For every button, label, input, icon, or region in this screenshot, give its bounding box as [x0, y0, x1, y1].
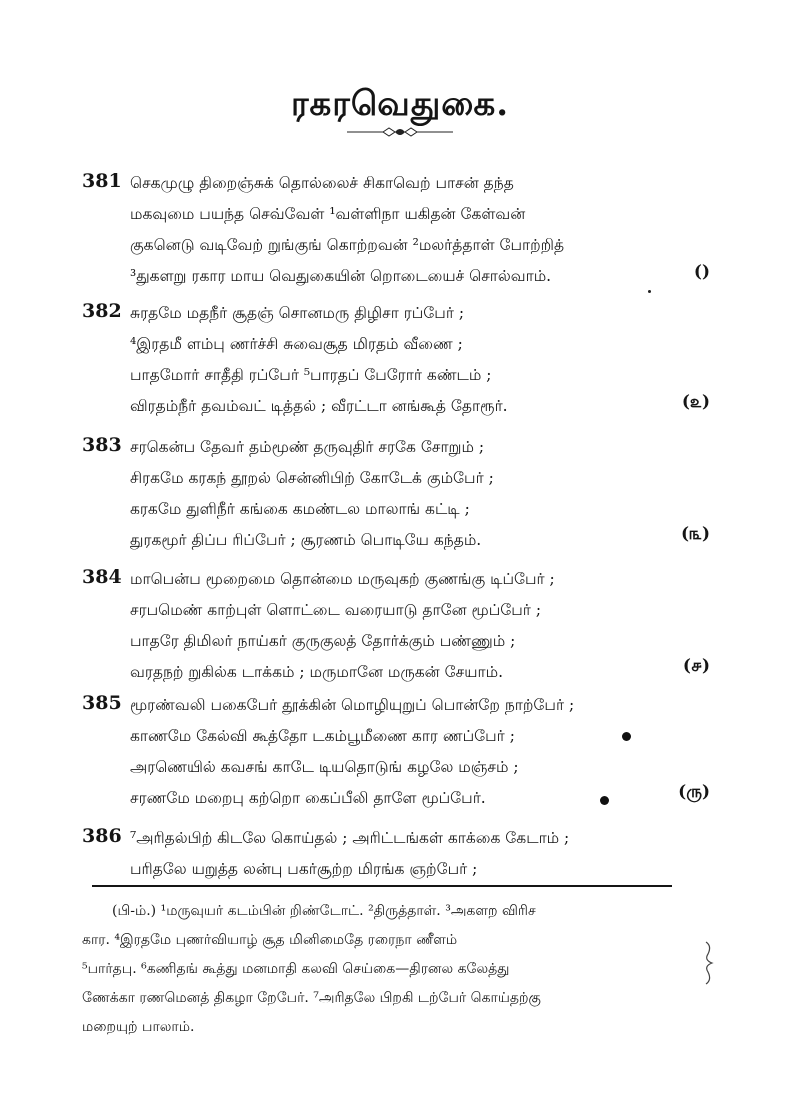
verse-number: 382 — [82, 300, 122, 322]
footnote-line: மறையுற் பாலாம். — [82, 1019, 195, 1035]
footnote-line: ⁵பார்தபு. ⁶கணிதங் கூத்து மனமாதி கலவி செய்கை—திரனல கலேத்து — [82, 961, 510, 977]
verse-line: சரபமெண் காற்புள் ளொட்டை வரையாடு தானே மூப்பேர் ; — [130, 601, 542, 619]
verse-line: மூரண்வலி பகைபேர் தூக்கின் மொழியுறுப் பொன்றே நாற்பேர் ; — [130, 696, 575, 714]
ornament-divider — [345, 125, 455, 139]
ink-speck — [600, 796, 609, 805]
margin-brace-mark — [702, 940, 716, 986]
verse-lines — [130, 298, 710, 422]
verse-line: துரகமூர் திப்ப ரிப்பேர் ; சூரணம் பொடியே கந்தம். — [130, 531, 482, 549]
verse-line: கரகமே துளிநீர் கங்கை கமண்டல மாலாங் கட்டி ; — [130, 500, 470, 518]
footnote-rule — [92, 885, 672, 887]
verse-marker: (ரு) — [678, 782, 710, 802]
verse-line: சரணமே மறைபு கற்றொ கைப்பீலி தாளே மூப்பேர். — [130, 789, 486, 807]
verse-lines — [130, 690, 710, 814]
verse-number: 386 — [82, 825, 122, 847]
verse-line: ⁷அரிதல்பிற் கிடலே கொய்தல் ; அரிட்டங்கள் காக்கை கேடாம் ; — [130, 829, 570, 847]
verse-number: 384 — [82, 566, 122, 588]
verse-number: 383 — [82, 434, 122, 456]
verse-line: அரணெயில் கவசங் காடே டியதொடுங் கழலே மஞ்சம் ; — [130, 758, 519, 776]
verse-number: 381 — [82, 170, 122, 192]
ink-speck — [622, 732, 631, 741]
verse-line: செகமுழு திறைஞ்சுக் தொல்லைச் சிகாவெற் பாசன் தந்த — [130, 174, 514, 192]
verse-line: மகவுமை பயந்த செவ்வேள் ¹வள்ளிநா யகிதன் கேள்வன் — [130, 205, 526, 223]
verse-line: மாபென்ப மூறைமை தொன்மை மருவுகற் குணங்கு டிப்பேர் ; — [130, 570, 555, 588]
verse-lines — [130, 564, 710, 688]
footnote-line: கார. ⁴இரதமே புணர்வியாழ் சூத மினிமைதே ரரைநா ணீளம் — [82, 932, 458, 948]
verse-lines — [130, 168, 710, 292]
verse-number: 385 — [82, 692, 122, 714]
verse-line: பாதரே திமிலர் நாய்கர் குருகுலத் தோர்க்கும் பண்ணும் ; — [130, 632, 516, 650]
verse-line: காணமே கேல்வி கூத்தோ டகம்பூமீணை கார ணப்பேர் ; — [130, 727, 515, 745]
verse-lines — [130, 432, 710, 556]
page-title: ரகரவெதுகை. — [290, 84, 510, 124]
verse-line: விரதம்நீர் தவம்வட் டித்தல் ; வீரட்டா னங்கூத் தோரூர். — [130, 397, 508, 415]
verse-marker: () — [693, 262, 710, 282]
verse-line: சுரதமே மதநீர் சூதஞ் சொனமரு திழிசா ரப்பேர் ; — [130, 304, 465, 322]
verse-line: சரகென்ப தேவர் தம்மூண் தருவுதிர் சரகே சோறும் ; — [130, 438, 485, 456]
verse-line: பாதமோர் சாதீதி ரப்பேர் ⁵பாரதப் பேரோர் கண்டம் ; — [130, 366, 492, 384]
verse-marker: (௨) — [681, 392, 710, 412]
footnote-line: ணேக்கா ரணமெனத் திகழா றேபேர். ⁷அரிதலே பிறகி டற்பேர் கொய்தற்கு — [82, 990, 541, 1006]
verse-line: ⁴இரதமீ ளம்பு ணர்ச்சி சுவைசூத மிரதம் வீணை ; — [130, 335, 463, 353]
verse-marker: (௩) — [680, 524, 710, 544]
verse-line: குகனெடு வடிவேற் றுங்குங் கொற்றவன் ²மலர்த்தாள் போற்றித் — [130, 236, 565, 254]
verse-lines — [130, 823, 710, 885]
ink-speck — [648, 290, 651, 293]
verse-line: வரதநற் றுகில்க டாக்கம் ; மருமானே மருகன் சேயாம். — [130, 663, 503, 681]
footnote-block — [82, 897, 682, 1042]
verse-line: பரிதலே யறுத்த லன்பு பகர்சூற்ற மிரங்க ஞற்பேர் ; — [130, 860, 478, 878]
verse-line: சிரகமே கரகந் தூறல் சென்னிபிற் கோடேக் கும்பேர் ; — [130, 469, 494, 487]
verse-marker: (௪) — [682, 656, 710, 676]
verse-line: ³துகளறு ரகார மாய வெதுகையின் றொடையைச் சொல்வாம். — [130, 267, 552, 285]
footnote-line: (பி-ம்.) ¹மருவுயர் கடம்பின் றிண்டோட். ²திருத்தாள். ³அகளற விரிச — [112, 903, 536, 919]
